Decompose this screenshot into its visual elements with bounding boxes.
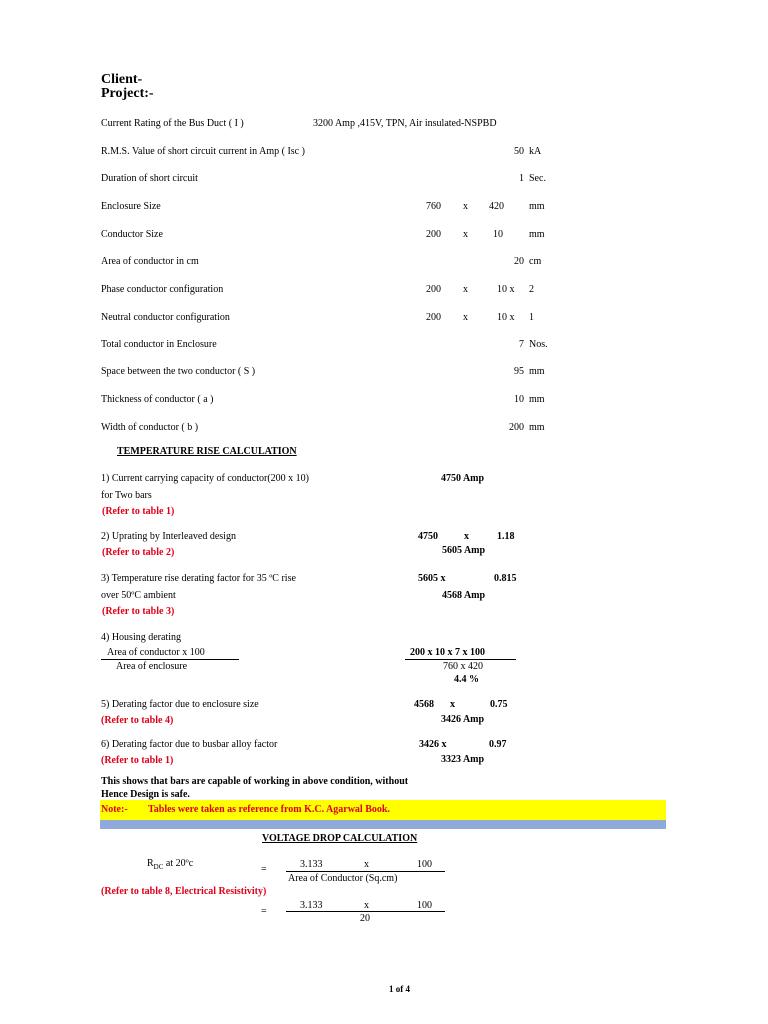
rdc-num-a: 3.133 <box>300 859 323 870</box>
step2-label: 2) Uprating by Interleaved design <box>101 531 236 542</box>
step2-op: x <box>464 531 469 542</box>
step6-ref: (Refer to table 1) <box>101 755 174 766</box>
spec-phase-a: 200 <box>426 284 441 295</box>
spec-space-unit: mm <box>529 366 545 377</box>
spec-phase-op: x <box>463 284 468 295</box>
note-text: Tables were taken as reference from K.C. Agarwal Book. <box>148 804 390 815</box>
step5-op: x <box>450 699 455 710</box>
step4-denominator: Area of enclosure <box>116 661 188 672</box>
spec-current-rating-label: Current Rating of the Bus Duct ( I ) <box>101 118 244 129</box>
step1-ref: (Refer to table 1) <box>102 506 175 517</box>
spec-total-value: 7 <box>519 339 524 350</box>
step6-b: 0.97 <box>489 739 507 750</box>
step2-a: 4750 <box>418 531 438 542</box>
step6-a: 3426 x <box>419 739 447 750</box>
spec-thickness-label: Thickness of conductor ( a ) <box>101 394 214 405</box>
spec-thickness-value: 10 <box>514 394 524 405</box>
spec-phase-b: 10 x <box>497 284 515 295</box>
divider-bar <box>100 820 666 829</box>
spec-area-label: Area of conductor in cm <box>101 256 199 267</box>
rdc-num2-a: 3.133 <box>300 900 323 911</box>
spec-enclosure-b: 420 <box>489 201 504 212</box>
step3-label: 3) Temperature rise derating factor for 35 ºC rise <box>101 573 296 584</box>
spec-neutral-b: 10 x <box>497 312 515 323</box>
step3-result: 4568 Amp <box>442 590 486 601</box>
step4-result-line <box>405 659 516 660</box>
rdc-denominator: Area of Conductor (Sq.cm) <box>288 873 398 884</box>
spec-area-unit: cm <box>529 256 542 267</box>
step3-a: 5605 x <box>418 573 446 584</box>
rdc-equals: = <box>261 864 267 875</box>
spec-conductor-label: Conductor Size <box>101 229 163 240</box>
rdc-num2-op: x <box>364 900 369 911</box>
spec-conductor-op: x <box>463 229 468 240</box>
spec-neutral-label: Neutral conductor configuration <box>101 312 230 323</box>
rdc-equals-2: = <box>261 906 267 917</box>
voltage-heading: VOLTAGE DROP CALCULATION <box>262 833 418 844</box>
step4-numerator: Area of conductor x 100 <box>107 647 205 658</box>
step1-value: 4750 Amp <box>441 473 485 484</box>
spec-phase-c: 2 <box>529 284 534 295</box>
spec-space-label: Space between the two conductor ( S ) <box>101 366 256 377</box>
step5-a: 4568 <box>414 699 434 710</box>
spec-rms-label: R.M.S. Value of short circuit current in Amp ( Isc ) <box>101 146 305 157</box>
rdc-ref: (Refer to table 8, Electrical Resistivity) <box>101 886 267 897</box>
spec-conductor-a: 200 <box>426 229 441 240</box>
step5-result: 3426 Amp <box>441 714 485 725</box>
step5-ref: (Refer to table 4) <box>101 715 174 726</box>
step3-line2: over 50ºC ambient <box>101 590 176 601</box>
spec-current-rating-value: 3200 Amp ,415V, TPN, Air insulated-NSPBD <box>313 118 497 129</box>
rdc-fraction-line-2 <box>286 911 445 912</box>
step5-b: 0.75 <box>490 699 508 710</box>
step3-b: 0.815 <box>494 573 517 584</box>
spec-conductor-b: 10 <box>493 229 503 240</box>
spec-width-label: Width of conductor ( b ) <box>101 422 199 433</box>
step5-label: 5) Derating factor due to enclosure size <box>101 699 259 710</box>
step3-ref: (Refer to table 3) <box>102 606 175 617</box>
spec-enclosure-label: Enclosure Size <box>101 201 161 212</box>
spec-thickness-unit: mm <box>529 394 545 405</box>
step4-result-numerator: 200 x 10 x 7 x 100 <box>410 647 485 658</box>
project-label: Project:- <box>101 86 154 101</box>
rdc-num2-b: 100 <box>417 900 432 911</box>
spec-area-value: 20 <box>514 256 524 267</box>
conclusion-line1: This shows that bars are capable of working in above condition, without <box>101 776 409 787</box>
spec-enclosure-op: x <box>463 201 468 212</box>
spec-enclosure-a: 760 <box>426 201 441 212</box>
step2-b: 1.18 <box>497 531 515 542</box>
step2-result: 5605 Amp <box>442 545 486 556</box>
client-label: Client- <box>101 72 143 87</box>
step4-fraction-line <box>101 659 239 660</box>
step4-result-denominator: 760 x 420 <box>443 661 483 672</box>
spec-width-value: 200 <box>509 422 524 433</box>
spec-conductor-unit: mm <box>529 229 545 240</box>
spec-rms-unit: kA <box>529 146 542 157</box>
spec-phase-label: Phase conductor configuration <box>101 284 224 295</box>
spec-neutral-op: x <box>463 312 468 323</box>
rdc-label: $R_{DC}$ at 20ºc <box>147 858 194 871</box>
temperature-heading: TEMPERATURE RISE CALCULATION <box>117 446 297 457</box>
spec-duration-value: 1 <box>519 173 524 184</box>
rdc-denominator-2: 20 <box>360 913 370 924</box>
spec-space-value: 95 <box>514 366 524 377</box>
rdc-fraction-line <box>286 871 445 872</box>
step2-ref: (Refer to table 2) <box>102 547 175 558</box>
step4-result: 4.4 % <box>454 674 479 685</box>
spec-neutral-a: 200 <box>426 312 441 323</box>
step6-label: 6) Derating factor due to busbar alloy factor <box>101 739 278 750</box>
step1-label: 1) Current carrying capacity of conductor(200 x 10) <box>101 473 309 484</box>
step6-result: 3323 Amp <box>441 754 485 765</box>
spec-neutral-c: 1 <box>529 312 534 323</box>
spec-rms-value: 50 <box>514 146 524 157</box>
spec-duration-unit: Sec. <box>529 173 546 184</box>
rdc-num-op: x <box>364 859 369 870</box>
spec-total-unit: Nos. <box>529 339 548 350</box>
conclusion-line2: Hence Design is safe. <box>101 789 190 800</box>
step4-label: 4) Housing derating <box>101 632 181 643</box>
note-label: Note:- <box>101 804 128 815</box>
spec-enclosure-unit: mm <box>529 201 545 212</box>
spec-width-unit: mm <box>529 422 545 433</box>
page-number: 1 of 4 <box>389 984 410 994</box>
rdc-num-b: 100 <box>417 859 432 870</box>
step1-line2: for Two bars <box>101 490 152 501</box>
spec-total-label: Total conductor in Enclosure <box>101 339 217 350</box>
spec-duration-label: Duration of short circuit <box>101 173 198 184</box>
